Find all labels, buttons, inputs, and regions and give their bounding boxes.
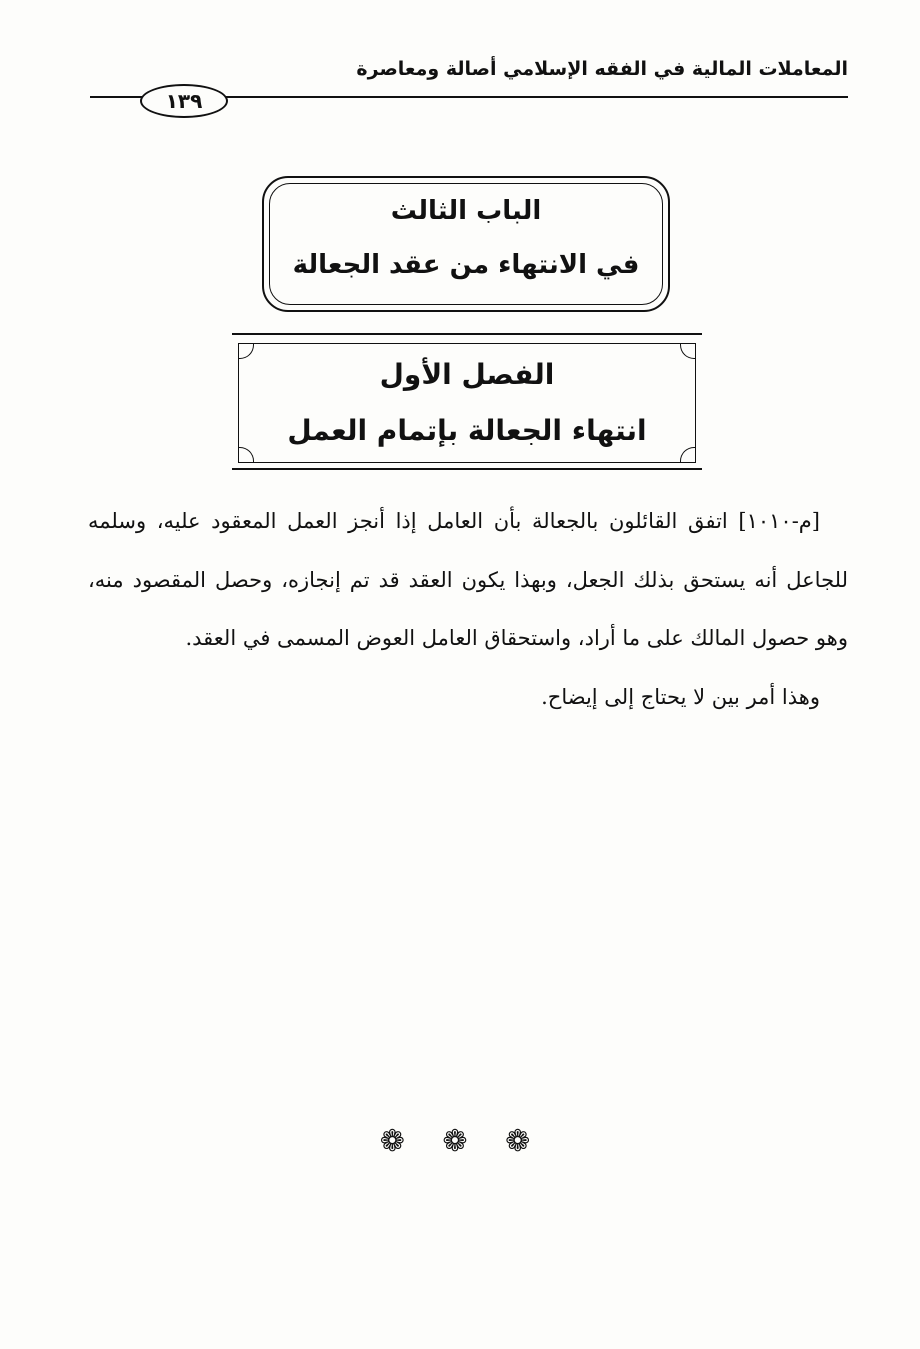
section-title: انتهاء الجعالة بإتمام العمل	[287, 414, 647, 447]
flower-ornament-icon: ❁	[379, 1124, 415, 1159]
flower-ornament-icon: ❁	[505, 1124, 541, 1159]
section-rule-top	[232, 333, 702, 335]
body-paragraph: [م-١٠١٠] اتفق القائلون بالجعالة بأن العامل إذا أنجز العمل المعقود عليه، وسلمه للجاعل أنه يستحق بذلك الجعل، وبهذا يكون العقد قد تم إنجازه، وحصل المقصود منه، وهو حصول المالك على ما أراد، واستحقاق العامل العوض المسمى في العقد.	[88, 509, 848, 650]
chapter-title: في الانتهاء من عقد الجعالة	[292, 250, 640, 280]
section-rule-bottom	[232, 468, 702, 470]
running-header: المعاملات المالية في الفقه الإسلامي أصالة ومعاصرة	[356, 58, 848, 80]
end-ornaments	[0, 1124, 920, 1159]
section-box-corner	[239, 447, 254, 462]
chapter-label: الباب الثالث	[390, 196, 542, 226]
flower-ornament-icon: ❁	[442, 1124, 478, 1159]
body-paragraph: وهذا أمر بين لا يحتاج إلى إيضاح.	[541, 684, 820, 709]
section-box	[238, 343, 696, 463]
page-number: ١٣٩	[140, 84, 228, 118]
section-box-corner	[680, 344, 695, 359]
section-label: الفصل الأول	[379, 358, 555, 391]
section-box-corner	[680, 447, 695, 462]
chapter-box	[262, 176, 670, 312]
body-text	[88, 492, 848, 726]
section-box-corner	[239, 344, 254, 359]
